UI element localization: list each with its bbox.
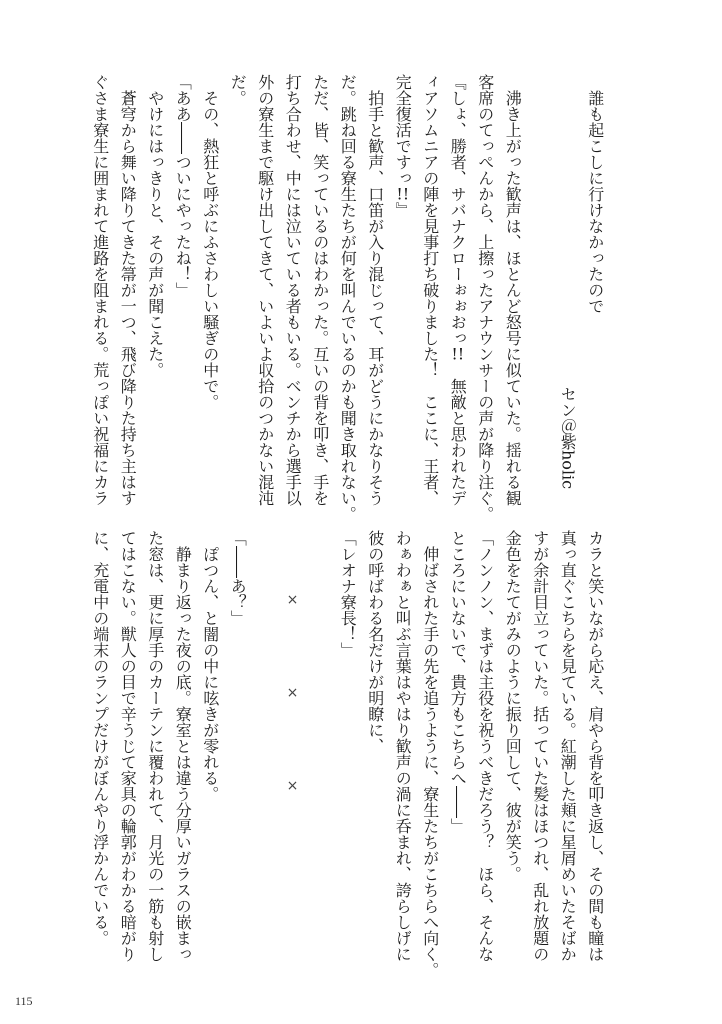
author-name: セン＠紫holic: [558, 386, 578, 490]
text-line: に、充電中の端末のランプだけがぼんやり浮かんでいる。: [90, 530, 110, 946]
text-line: わぁわぁと叫ぶ言葉はやはり歓声の渦に呑まれ、誇らしげに: [393, 530, 413, 962]
text-line: 金色をたてがみのように振り回して、彼が笑う。: [503, 530, 523, 882]
text-line: ぐさま寮生に囲まれて進路を阻まれる。荒っぽい祝福にカラ: [90, 74, 110, 506]
text-line: た窓は、更に厚手のカーテンに覆われて、月光の一筋も射し: [145, 530, 165, 962]
text-line: 打ち合わせ、中には泣いている者もいる。ベンチから選手以: [283, 74, 303, 506]
text-line: 『しょ、勝者、サバナクローぉぉおっ!! 無敵と思われたデ: [448, 74, 468, 506]
text-line: 外の寮生まで駆け出してきて、いよいよ収拾のつかない混沌: [255, 74, 275, 506]
text-line: カラと笑いながら応え、肩やら背を叩き返し、その間も瞳は: [585, 530, 605, 962]
text-line: やけにはっきりと、その声が聞こえた。: [145, 74, 165, 378]
text-line: すが余計目立っていた。括っていた髪はほつれ、乱れ放題の: [530, 530, 550, 962]
text-line: ぽつん、と闇の中に呟きが零れる。: [200, 530, 220, 802]
scene-break-mark: ×: [286, 592, 299, 608]
text-line: 蒼穹から舞い降りてきた箒が一つ、飛び降りた持ち主はす: [118, 74, 138, 506]
text-line: 「レオナ寮長！」: [338, 530, 358, 658]
text-line: ただ、皆、笑っているのはわかった。互いの背を叩き、手を: [310, 74, 330, 506]
text-line: 沸き上がった歓声は、ほとんど怒号に似ていた。揺れる観: [503, 74, 523, 506]
text-line: ィアソムニアの陣を見事打ち破りました！ ここに、王者、: [420, 74, 440, 506]
story-title: 誰も起こしに行けなかったので: [585, 90, 605, 314]
text-line: 「――あ？」: [228, 530, 248, 626]
scene-break-mark: ×: [286, 685, 299, 701]
text-line: その、熱狂と呼ぶにふさわしい騒ぎの中で。: [200, 74, 220, 410]
text-line: 「ノンノン、まずは主役を祝うべきだろう？ ほら、そんな: [475, 530, 495, 962]
text-line: てはこない。獣人の目で辛うじて家具の輪郭がわかる暗がり: [118, 530, 138, 962]
text-line: 伸ばされた手の先を追うように、寮生たちがこちらへ向く。: [420, 530, 440, 978]
text-line: 拍手と歓声、口笛が入り混じって、耳がどうにかなりそう: [365, 74, 385, 506]
scene-break-mark: ×: [286, 778, 299, 794]
text-line: 客席のてっぺんから、上擦ったアナウンサーの声が降り注ぐ。: [475, 74, 495, 522]
text-line: だ。: [228, 74, 248, 106]
text-line: 完全復活ですっ!!』: [393, 74, 413, 218]
text-line: 静まり返った夜の底。寮室とは違う分厚いガラスの嵌まっ: [173, 530, 193, 962]
page-number: 115: [15, 994, 33, 1008]
text-line: ところにいないで、貴方もこちらへ――」: [448, 530, 468, 834]
text-line: 「ああ――ついにやったね！」: [173, 74, 193, 298]
text-line: 彼の呼ばわる名だけが明瞭に、: [365, 530, 385, 754]
text-line: だ。跳ね回る寮生たちが何を叫んでいるのかも聞き取れない。: [338, 74, 358, 522]
text-line: 真っ直ぐこちらを見ている。紅潮した頬に星屑めいたそばか: [558, 530, 578, 962]
